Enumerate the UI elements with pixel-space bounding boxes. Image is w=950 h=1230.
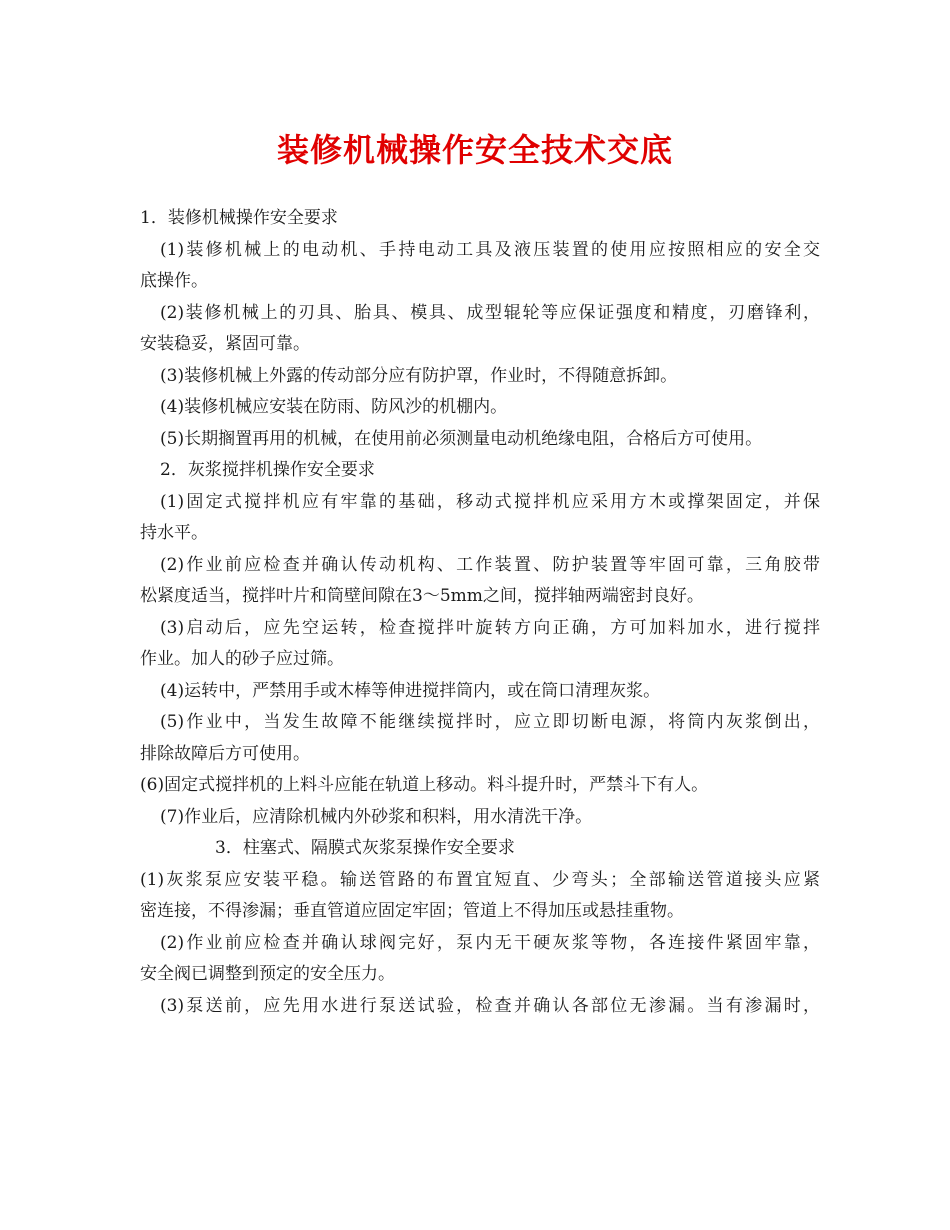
document-body [140,203,820,1022]
paragraph-line: 安装稳妥，紧固可靠。 [140,334,310,354]
paragraph-line: 作业。加人的砂子应过筛。 [140,649,344,669]
paragraph-line: (7)作业后，应清除机械内外砂浆和积料，用水清洗干净。 [160,806,593,827]
paragraph-line: 底操作。 [140,271,208,291]
paragraph-line: 持水平。 [140,523,208,543]
paragraph-line: 安全阀已调整到预定的安全压力。 [140,964,395,984]
paragraph-line: (4)装修机械应安装在防雨、防风沙的机棚内。 [160,397,508,417]
paragraph-line: 密连接，不得渗漏；垂直管道应固定牢固；管道上不得加压或悬挂重物。 [140,901,684,921]
paragraph-line: (2)作业前应检查并确认球阀完好，泵内无干硬灰浆等物，各连接件紧固牢靠， [160,932,820,953]
section-heading-3: 3．柱塞式、隔膜式灰浆泵操作安全要求 [215,838,515,858]
paragraph-line: (5)长期搁置再用的机械，在使用前必须测量电动机绝缘电阻，合格后方可使用。 [160,428,763,449]
paragraph-line: (2)装修机械上的刃具、胎具、模具、成型辊轮等应保证强度和精度，刃磨锋利， [160,302,820,323]
paragraph-line: (3)启动后，应先空运转，检查搅拌叶旋转方向正确，方可加料加水，进行搅拌 [160,617,820,638]
section-heading-1: 1．装修机械操作安全要求 [140,208,338,228]
document-title: 装修机械操作安全技术交底 [276,131,673,169]
paragraph-line: (4)运转中，严禁用手或木棒等伸进搅拌筒内，或在筒口清理灰浆。 [160,680,661,701]
paragraph-line: (1)装修机械上的电动机、手持电动工具及液压装置的使用应按照相应的安全交 [160,239,820,260]
paragraph-line: (3)泵送前，应先用水进行泵送试验，检查并确认各部位无渗漏。当有渗漏时， [160,995,820,1016]
paragraph-line: (3)装修机械上外露的传动部分应有防护罩，作业时，不得随意拆卸。 [160,365,678,386]
section-heading-2: 2．灰浆搅拌机操作安全要求 [160,460,375,480]
paragraph-line: (1)固定式搅拌机应有牢靠的基础，移动式搅拌机应采用方木或撑架固定，并保 [160,491,820,512]
paragraph-line: (2)作业前应检查并确认传动机构、工作装置、防护装置等牢固可靠，三角胶带 [160,554,820,575]
paragraph-line: (6)固定式搅拌机的上料斗应能在轨道上移动。料斗提升时，严禁斗下有人。 [140,775,709,795]
paragraph-line: 松紧度适当，搅拌叶片和筒壁间隙在3～5mm之间，搅拌轴两端密封良好。 [140,586,704,606]
paragraph-line: (5)作业中，当发生故障不能继续搅拌时，应立即切断电源，将筒内灰浆倒出， [160,712,820,732]
paragraph-line: (1)灰浆泵应安装平稳。输送管路的布置宜短直、少弯头；全部输送管道接头应紧 [140,869,820,890]
paragraph-line: 排除故障后方可使用。 [140,743,310,764]
